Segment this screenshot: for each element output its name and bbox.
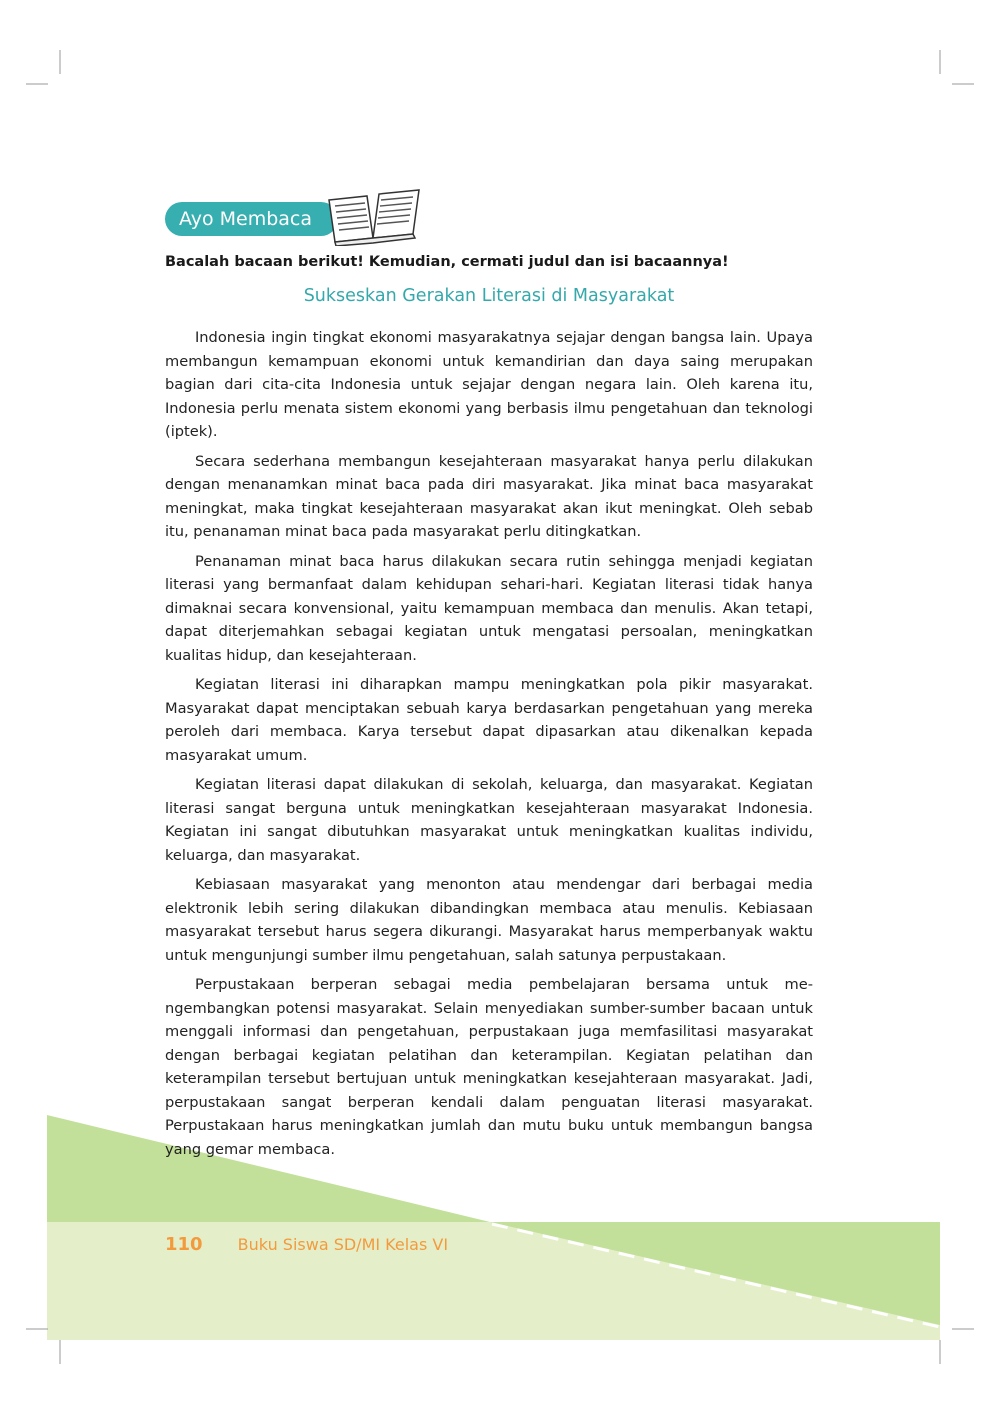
paragraph-4: Kegiatan literasi ini diharapkan mampu meningkatkan pola pikir masyarakat. Masyarakat dapat menciptakan sebuah karya berdasarkan pengetahuan yang mereka peroleh dari membaca. Karya tersebut dapat dipasarkan atau dikenalkan kepada masyarakat umum. — [165, 676, 813, 764]
section-header — [165, 188, 465, 248]
paragraph-6: Kebiasaan masyarakat yang menonton atau mendengar dari berbagai media elektronik lebih sering dilakukan dibandingkan membaca atau menulis. Kebiasaan masyarakat tersebut harus segera dikurangi. Masyarakat harus memperbanyak waktu untuk mengunjungi sumber ilmu pengetahuan, salah satunya perpustakaan. — [165, 876, 813, 964]
paragraph-1: Indonesia ingin tingkat ekonomi masyarakatnya sejajar dengan bangsa lain. Upaya membangun kemampuan ekonomi untuk kemandirian dan daya saing merupakan bagian dari cita-cita Indonesia untuk sejajar dengan negara lain. Oleh karena itu, Indonesia perlu menata sistem ekonomi yang berbasis ilmu pengetahuan dan teknologi (iptek). — [165, 329, 813, 440]
paragraph-7: Perpustakaan berperan sebagai media pembelajaran bersama untuk mengembangkan potensi masyarakat. Selain menyediakan sumber-sumber bacaan untuk menggali informasi dan pengetahuan, perpustakaan juga memfasilitasi masyarakat dengan berbagai kegiatan pelatihan dan keterampilan. Kegiatan pelatihan dan keterampilan tersebut bertujuan untuk meningkatkan kesejahteraan masyarakat. Jadi, perpustakaan sangat berperan kendali dalam penguatan literasi masyarakat. Perpustakaan harus meningkatkan jumlah dan mutu buku untuk membangun bangsa yang gemar membaca. — [165, 976, 813, 1158]
article-body — [165, 326, 813, 1167]
open-book-icon — [323, 188, 423, 246]
paragraph-5: Kegiatan literasi dapat dilakukan di sekolah, keluarga, dan masyarakat. Kegiatan literasi sangat berguna untuk meningkatkan kesejahteraan masyarakat Indonesia. Kegiatan ini sangat dibutuhkan masyarakat untuk meningkatkan kualitas individu, keluarga, dan masyarakat. — [165, 776, 813, 864]
reading-instruction: Bacalah bacaan berikut! Kemudian, cermati judul dan isi bacaannya! — [165, 254, 729, 270]
page-footer — [165, 1234, 448, 1255]
section-label: Ayo Membaca — [165, 202, 338, 236]
article-title: Sukseskan Gerakan Literasi di Masyarakat — [303, 286, 675, 306]
book-title: Buku Siswa SD/MI Kelas VI — [237, 1235, 449, 1254]
paragraph-2: Secara sederhana membangun kesejahteraan masyarakat hanya perlu dilakukan dengan menanamkan minat baca pada diri masyarakat. Jika minat baca masyarakat meningkat, maka tingkat kesejahteraan masyarakat akan ikut meningkat. Oleh sebab itu, penanaman minat baca pada masyarakat perlu ditingkatkan. — [165, 452, 813, 540]
paragraph-3: Penanaman minat baca harus dilakukan secara rutin sehingga menjadi kegiatan literasi yang bermanfaat dalam kehidupan sehari-hari. Kegiatan literasi tidak hanya dimaknai secara konvensional, yaitu kemampuan membaca dan menulis. Akan tetapi, dapat diterjemahkan sebagai kegiatan untuk mengatasi persoalan, meningkatkan kualitas hidup, dan kesejahteraan. — [165, 552, 813, 664]
page-number: 110 — [165, 1234, 203, 1255]
